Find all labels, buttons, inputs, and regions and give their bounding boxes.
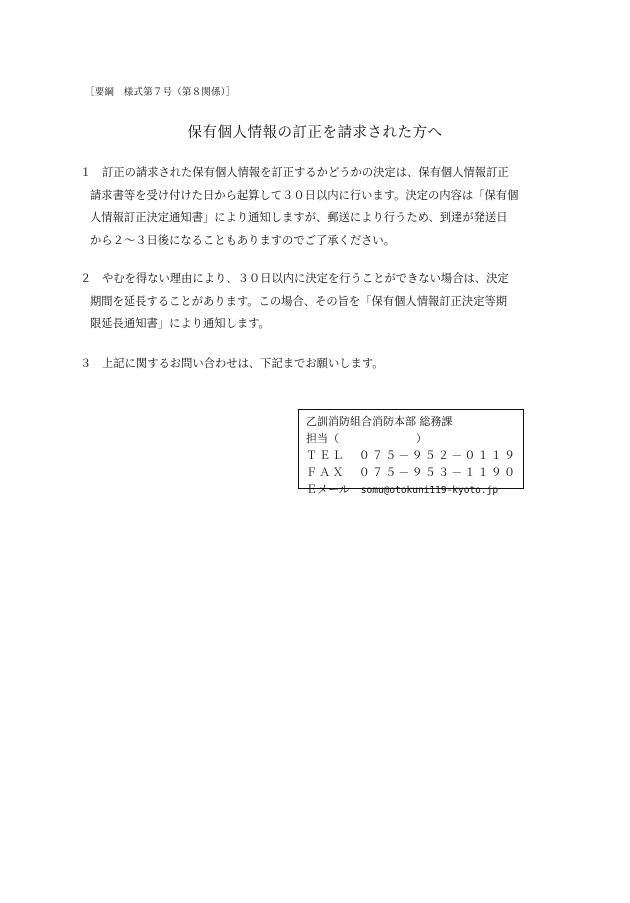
item-number: １ xyxy=(80,166,92,179)
item-line: 人情報訂正決定通知書」により通知しますが、郵送により行うため、到達が発送日 xyxy=(90,211,508,224)
contact-email-row xyxy=(306,481,523,499)
contact-fax: ＦＡＸ ０７５－９５３－１１９０ xyxy=(306,466,518,479)
item-line: から２～３日後になることもありますのでご了承ください。 xyxy=(90,233,396,247)
item-line: 限延長通知書」により通知します。 xyxy=(90,317,270,330)
contact-person: 担当（ ） xyxy=(306,432,427,445)
form-reference: ［要綱 様式第７号（第８関係）］ xyxy=(85,87,236,98)
contact-tel: ＴＥＬ ０７５－９５２－０１１９ xyxy=(306,449,518,462)
notice-item-3 xyxy=(80,353,555,376)
item-number: ３ xyxy=(80,357,92,370)
page-title: 保有個人情報の訂正を請求された方へ xyxy=(187,125,443,141)
contact-box xyxy=(298,409,524,496)
notice-item-2 xyxy=(80,268,555,336)
notice-item-1 xyxy=(80,162,555,252)
contact-department: 乙訓消防組合消防本部 総務課 xyxy=(306,415,453,428)
item-line: ２ やむを得ない理由により、３０日以内に決定を行うことができない場合は、決定 xyxy=(80,268,555,291)
contact-email-label: Ｅメール xyxy=(306,483,350,496)
item-number: ２ xyxy=(80,272,92,285)
item-line: ３ 上記に関するお問い合わせは、下記までお願いします。 xyxy=(80,353,555,376)
item-line: 請求書等を受け付けた日から起算して３０日以内に行います。決定の内容は「保有個 xyxy=(90,188,519,202)
contact-email[interactable]: somu@otokuni119-kyoto.jp xyxy=(360,485,499,496)
item-line: 期間を延長することがあります。この場合、その旨を「保有個人情報訂正決定等期 xyxy=(90,294,508,308)
item-line: １ 訂正の請求された保有個人情報を訂正するかどうかの決定は、保有個人情報訂正 xyxy=(80,162,555,185)
